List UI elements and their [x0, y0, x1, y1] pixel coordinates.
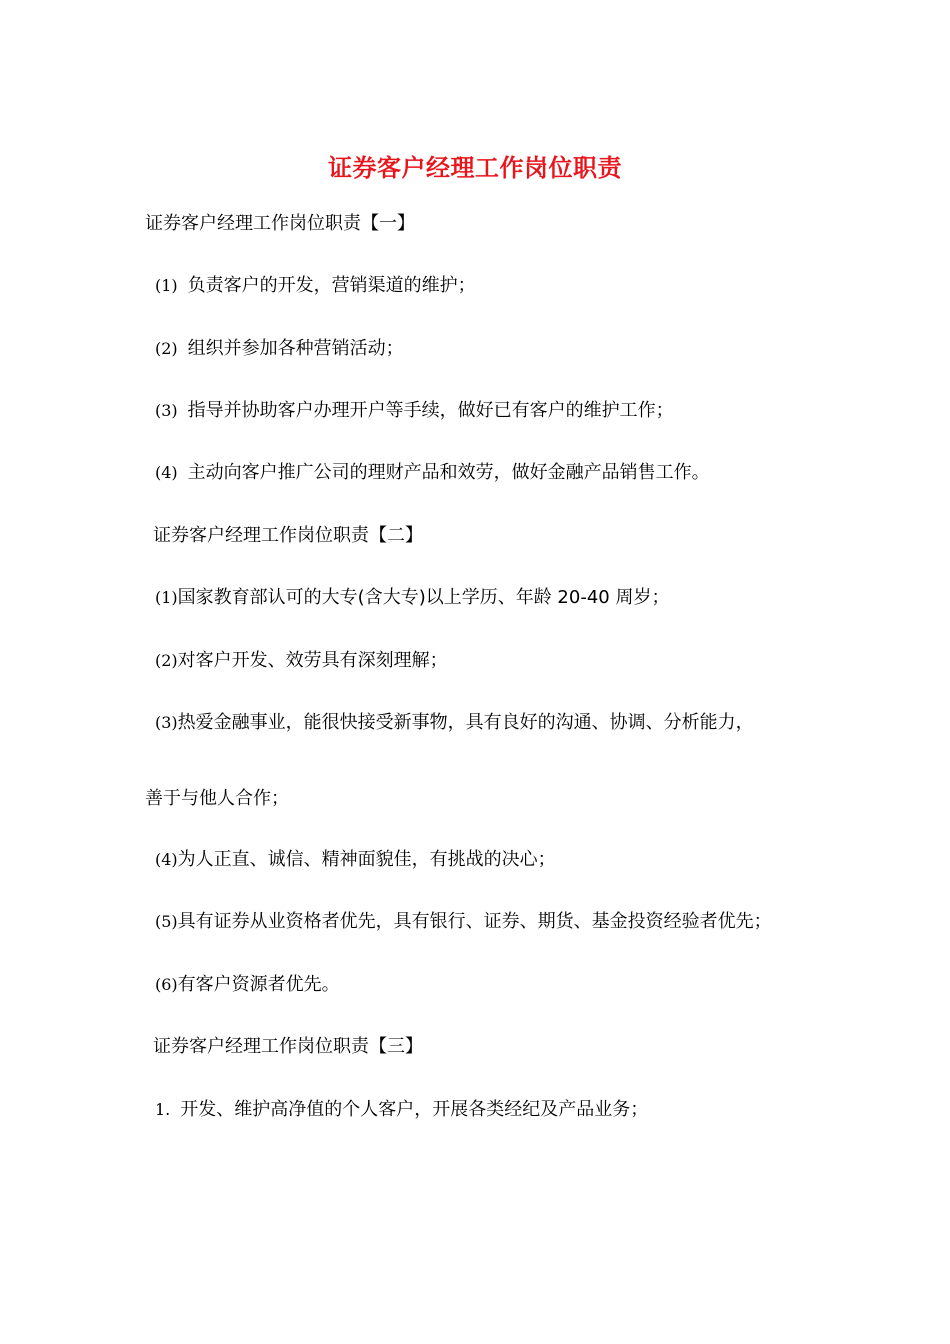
list-item	[155, 972, 340, 998]
item-number: (1)	[155, 588, 178, 607]
section-heading-1: 证券客户经理工作岗位职责【一】	[145, 213, 415, 234]
section-heading-2: 证券客户经理工作岗位职责【二】	[153, 525, 423, 546]
item-number: (4)	[155, 850, 178, 869]
item-number: (4)	[155, 463, 178, 482]
list-item	[155, 909, 772, 935]
list-item	[155, 1097, 648, 1123]
list-item	[155, 648, 448, 674]
item-number: (1)	[155, 276, 178, 295]
item-text: 为人正直、诚信、精神面貌佳，有挑战的决心；	[177, 849, 556, 870]
item-text: 具有证券从业资格者优先，具有银行、证券、期货、基金投资经验者优先；	[177, 911, 772, 932]
list-item	[155, 336, 404, 362]
item-number: (3)	[155, 401, 178, 420]
item-text: 组织并参加各种营销活动；	[187, 338, 404, 359]
item-text: 指导并协助客户办理开户等手续，做好已有客户的维护工作；	[187, 400, 674, 421]
item-number: (5)	[155, 912, 178, 931]
item-number: (2)	[155, 339, 178, 358]
item-text: 开发、维护高净值的个人客户，开展各类经纪及产品业务；	[180, 1099, 649, 1120]
item-text: 主动向客户推广公司的理财产品和效劳，做好金融产品销售工作。	[187, 462, 710, 483]
list-item	[155, 585, 669, 611]
item-number: (3)	[155, 713, 178, 732]
list-item-continuation: 善于与他人合作；	[145, 788, 289, 809]
item-text: 国家教育部认可的大专(含大专)以上学历、年龄 20-40 周岁；	[177, 587, 670, 608]
list-item	[155, 847, 556, 873]
item-number: 1.	[155, 1100, 171, 1119]
list-item	[155, 710, 754, 736]
item-text: 负责客户的开发，营销渠道的维护；	[187, 275, 476, 296]
section-heading-3: 证券客户经理工作岗位职责【三】	[153, 1036, 423, 1057]
document-title: 证券客户经理工作岗位职责	[328, 154, 622, 182]
item-number: (2)	[155, 651, 178, 670]
item-text: 有客户资源者优先。	[177, 974, 340, 995]
list-item	[155, 273, 476, 299]
item-text: 对客户开发、效劳具有深刻理解；	[177, 650, 448, 671]
item-text: 热爱金融事业，能很快接受新事物，具有良好的沟通、协调、分析能力，	[177, 712, 754, 733]
list-item	[155, 460, 710, 486]
list-item	[155, 398, 674, 424]
item-number: (6)	[155, 975, 178, 994]
